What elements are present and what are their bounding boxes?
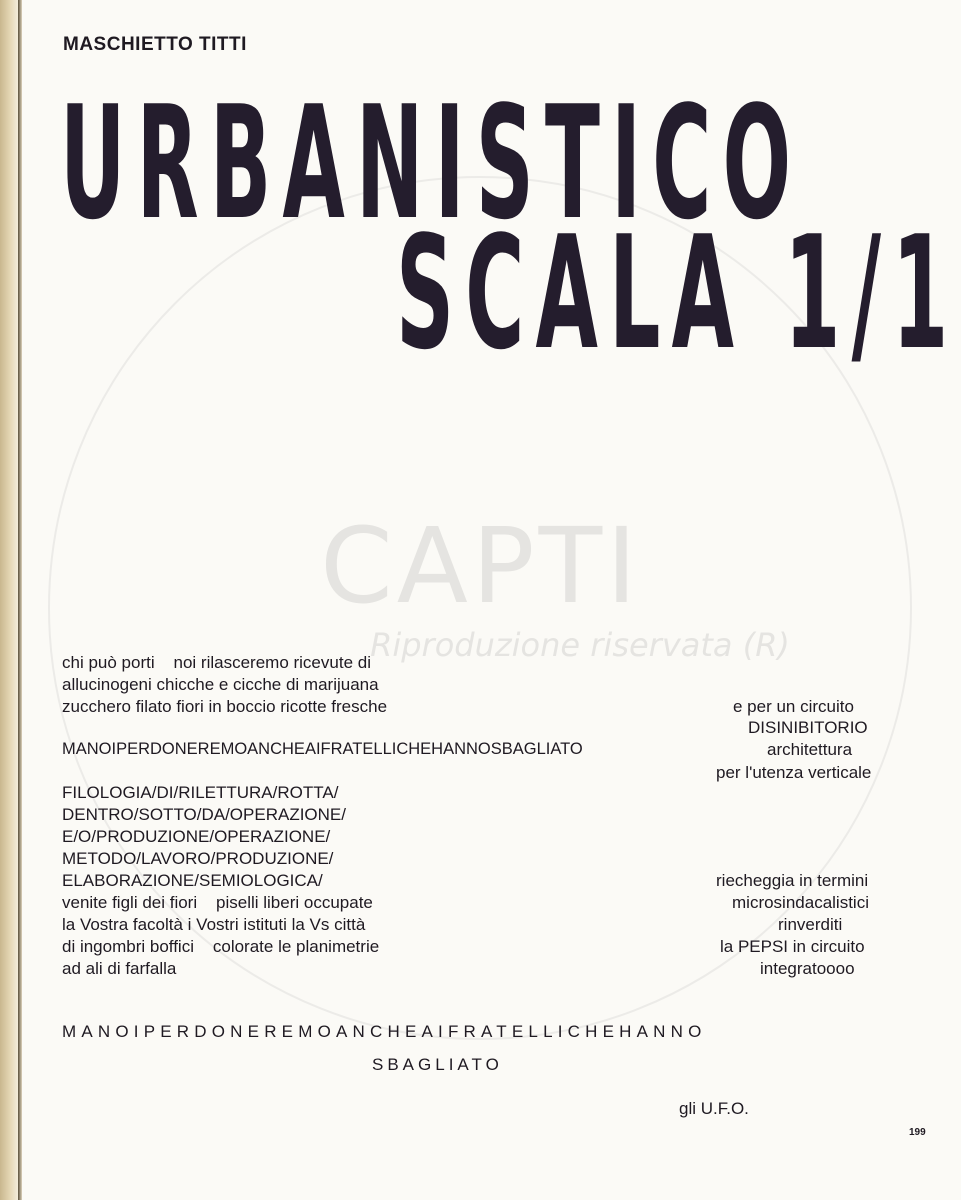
body-line: chi può porti noi rilasceremo ricevute di [62,653,371,672]
right-line: DISINIBITORIO [748,718,868,737]
body-line: METODO/LAVORO/PRODUZIONE/ [62,849,334,868]
watermark-notice: Riproduzione riservata (R) [370,626,790,664]
body-line: E/O/PRODUZIONE/OPERAZIONE/ [62,827,331,846]
body-line: ad ali di farfalla [62,959,177,978]
page-number: 199 [909,1127,926,1138]
body-line: zucchero filato fiori in boccio ricotte fresche [62,697,388,716]
body-line: DENTRO/SOTTO/DA/OPERAZIONE/ [62,805,346,824]
body-line: di ingombri boffici colorate le planimetrie [62,937,380,956]
title-line-2: SCALA 1/1 [396,201,960,385]
watermark-brand: CAPTI [320,505,641,627]
right-line: per l'utenza verticale [716,763,872,782]
right-line: riecheggia in termini [716,871,869,890]
right-line: la PEPSI in circuito [720,937,865,956]
signature: gli U.F.O. [679,1099,749,1118]
right-line: integratoooo [760,959,855,978]
right-line: architettura [767,740,853,759]
title-line-1: URBANISTICO [60,71,803,255]
spaced-refrain-line-1: MANOIPERDONEREMOANCHEAIFRATELLICHEHANNO [62,1022,707,1041]
body-line: ELABORAZIONE/SEMIOLOGICA/ [62,871,323,890]
right-line: microsindacalistici [732,893,869,912]
body-line: MANOIPERDONEREMOANCHEAIFRATELLICHEHANNOSBAGLIATO [62,740,583,758]
right-line: e per un circuito [733,697,854,716]
author-name: MASCHIETTO TITTI [63,34,247,55]
body-line: la Vostra facoltà i Vostri istituti la Vs città [62,915,366,934]
spaced-refrain-line-2: SBAGLIATO [372,1055,503,1074]
body-line: allucinogeni chicche e cicche di marijuana [62,675,379,694]
right-line: rinverditi [778,915,843,934]
body-line: venite figli dei fiori piselli liberi occupate [62,893,373,912]
body-line: FILOLOGIA/DI/RILETTURA/ROTTA/ [62,783,339,802]
